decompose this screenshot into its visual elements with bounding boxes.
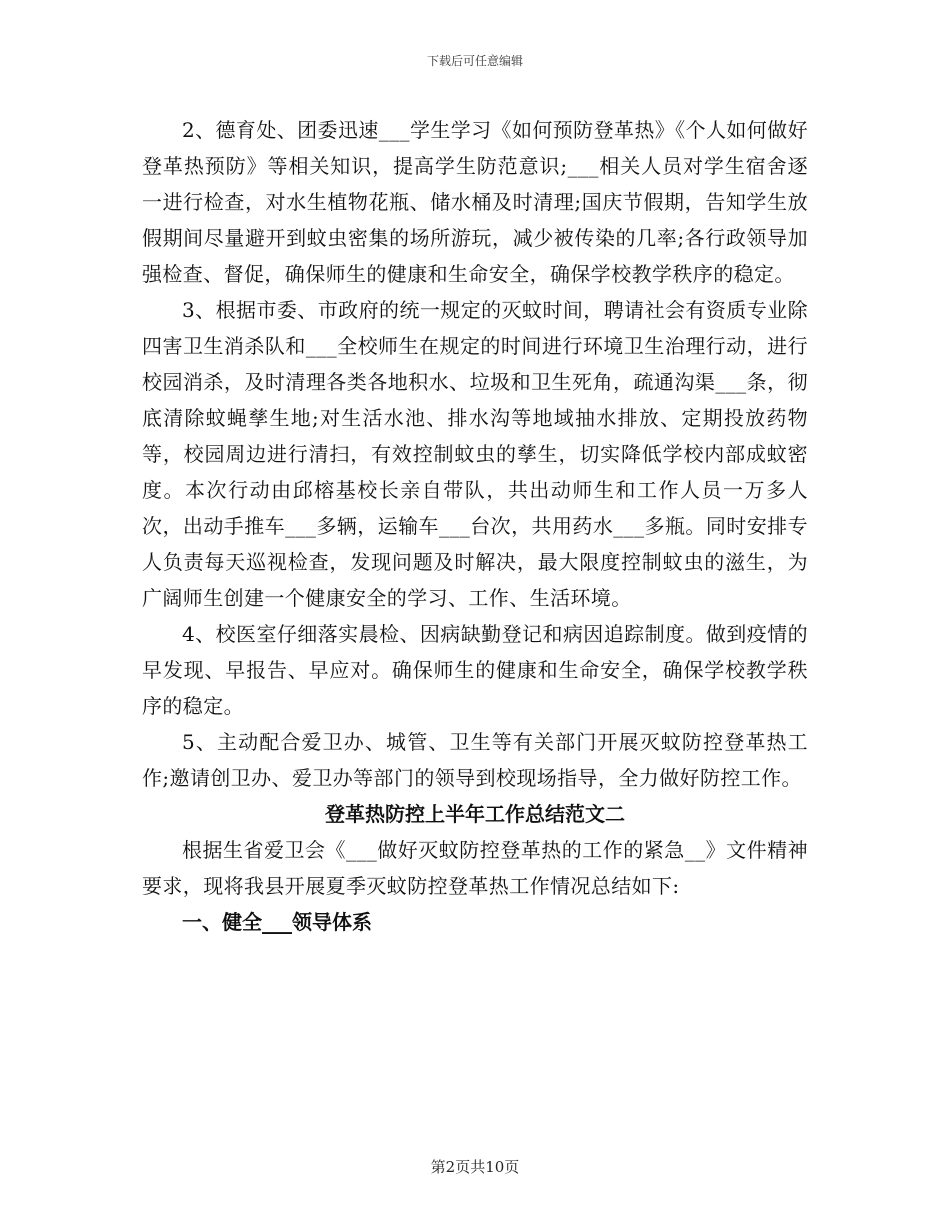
document-body — [142, 112, 808, 940]
intro-paragraph: 根据生省爱卫会《___做好灭蚊防控登革热的工作的紧急__》文件精神要求，现将我县开展夏季灭蚊防控登革热工作情况总结如下: — [142, 838, 808, 898]
page-footer: 第2页共10页 — [430, 1158, 520, 1176]
paragraph-item-4: 4、校医室仔细落实晨检、因病缺勤登记和病因追踪制度。做到疫情的早发现、早报告、早应对。确保师生的健康和生命安全，确保学校教学秩序的稳定。 — [142, 622, 808, 718]
section-title: 登革热防控上半年工作总结范文二 — [325, 802, 625, 826]
section-heading-1: 一、健全___领导体系 — [182, 910, 372, 934]
paragraph-item-3: 3、根据市委、市政府的统一规定的灭蚊时间，聘请社会有资质专业除四害卫生消杀队和___全校师生在规定的时间进行环境卫生治理行动，进行校园消杀，及时清理各类各地积水、垃圾和卫生死角，疏通沟渠___条，彻底清除蚊蝇孳生地;对生活水池、排水沟等地域抽水排放、定期投放药物等，校园周边进行清扫，有效控制蚊虫的孳生，切实降低学校内部成蚊密度。本次行动由邱榕基校长亲自带队，共出动师生和工作人员一万多人次，出动手推车___多辆，运输车___台次，共用药水___多瓶。同时安排专人负责每天巡视检查，发现问题及时解决，最大限度控制蚊虫的滋生，为广阔师生创建一个健康安全的学习、工作、生活环境。 — [142, 298, 808, 610]
page-header: 下载后可任意编辑 — [426, 54, 523, 68]
paragraph-item-5: 5、主动配合爱卫办、城管、卫生等有关部门开展灭蚊防控登革热工作;邀请创卫办、爱卫办等部门的领导到校现场指导，全力做好防控工作。 — [142, 730, 808, 790]
paragraph-item-2: 2、德育处、团委迅速___学生学习《如何预防登革热》《个人如何做好登革热预防》等相关知识，提高学生防范意识;___相关人员对学生宿舍逐一进行检查，对水生植物花瓶、储水桶及时清理;国庆节假期，告知学生放假期间尽量避开到蚊虫密集的场所游玩，减少被传染的几率;各行政领导加强检查、督促，确保师生的健康和生命安全，确保学校教学秩序的稳定。 — [142, 118, 808, 286]
